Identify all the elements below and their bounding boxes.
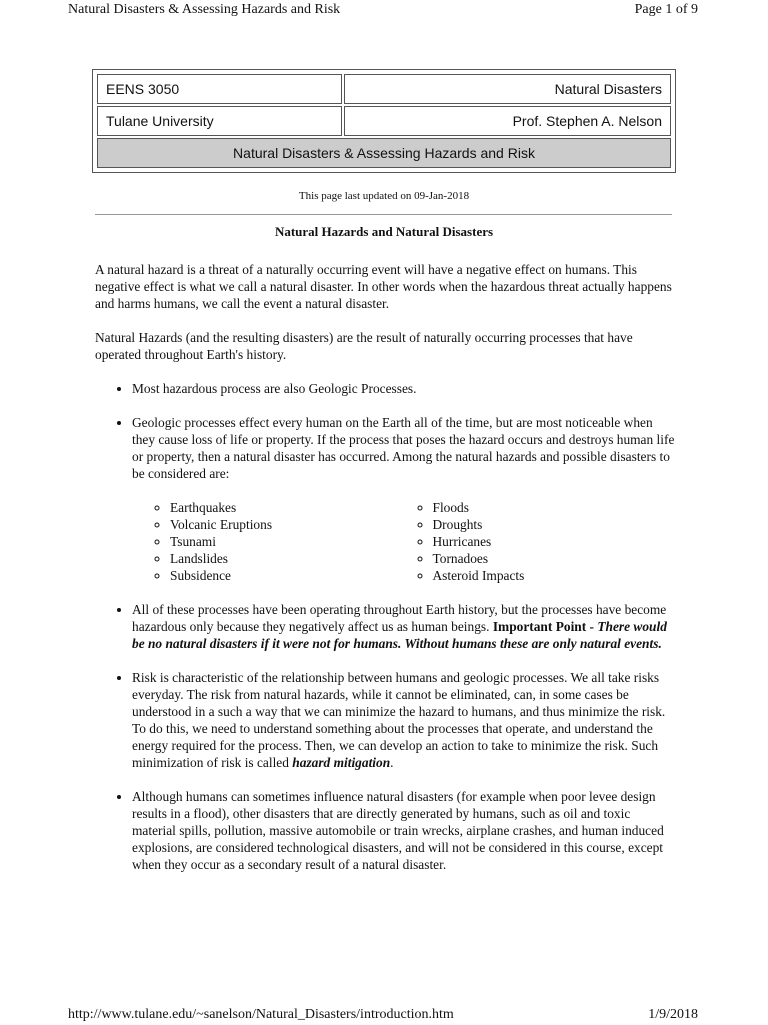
hazard-mitigation-term: hazard mitigation bbox=[292, 755, 391, 770]
hazard-item: ◦ Asteroid Impacts bbox=[433, 567, 676, 584]
list-item bbox=[132, 414, 675, 584]
hazards-columns bbox=[132, 499, 675, 584]
paragraph: A natural hazard is a threat of a naturally occurring event will have a negative effect on humans. This negative effect is what we call a natural disaster. In other words when the hazardous threat actually happens and harms humans, we call the event a natural disaster. bbox=[95, 262, 672, 311]
course-header-table bbox=[92, 69, 676, 173]
bullet-text: Geologic processes effect every human on the Earth all of the time, but are most noticeable when they cause loss of life or property. If the process that poses the hazard occurs and destroys human life or property, then a natural disaster has occurred. Among the natural hazards and possible disasters to be considered are: bbox=[132, 415, 675, 481]
list-item bbox=[132, 601, 675, 652]
page-topic: Natural Disasters & Assessing Hazards and Risk bbox=[97, 138, 671, 168]
university: Tulane University bbox=[97, 106, 342, 136]
professor: Prof. Stephen A. Nelson bbox=[344, 106, 671, 136]
bullet-text: All of these processes have been operating throughout Earth history, but the processes have become hazardous only because they negatively affect us as human beings. bbox=[132, 602, 667, 634]
important-point-label: Important Point - bbox=[492, 619, 598, 634]
list-item bbox=[132, 788, 675, 873]
divider bbox=[95, 214, 672, 215]
bullet-text-end: . bbox=[390, 755, 394, 770]
section-title: Natural Hazards and Natural Disasters bbox=[274, 224, 494, 239]
hazard-item: ◦ Tornadoes bbox=[433, 550, 676, 567]
hazards-list-right bbox=[413, 499, 676, 584]
important-point-emphasis: There would be no natural disasters if it were not for humans. Without humans these are only natural events. bbox=[132, 619, 667, 651]
page-number: Page 1 of 9 bbox=[634, 2, 698, 17]
course-name: Natural Disasters bbox=[344, 74, 671, 104]
hazard-item: ◦ Hurricanes bbox=[433, 533, 676, 550]
print-header-title: Natural Disasters & Assessing Hazards and Risk bbox=[68, 2, 341, 17]
hazard-item: ◦ Earthquakes bbox=[170, 499, 413, 516]
print-footer bbox=[68, 1005, 698, 1025]
bullet-list bbox=[95, 380, 675, 873]
hazard-item: ◦ Volcanic Eruptions bbox=[170, 516, 413, 533]
hazard-item: ◦ Floods bbox=[433, 499, 676, 516]
list-item bbox=[132, 669, 675, 771]
hazard-item: ◦ Droughts bbox=[433, 516, 676, 533]
last-updated: This page last updated on 09-Jan-2018 bbox=[298, 190, 470, 202]
bullet-text: Although humans can sometimes influence natural disasters (for example when poor levee design results in a flood), other disasters that are directly generated by humans, such as oil and toxic material spills, pollution, massive automobile or train wrecks, airplane crashes, and human induced explosions, are considered technological disasters, and will not be considered in this course, except when they occur as a secondary result of a natural disaster. bbox=[132, 789, 664, 872]
footer-date: 1/9/2018 bbox=[648, 1007, 698, 1022]
print-header bbox=[68, 0, 698, 20]
hazard-item: ◦ Landslides bbox=[170, 550, 413, 567]
hazard-item: ◦ Tsunami bbox=[170, 533, 413, 550]
article-body bbox=[95, 261, 675, 890]
footer-url: http://www.tulane.edu/~sanelson/Natural_Disasters/introduction.htm bbox=[68, 1007, 454, 1022]
hazards-list-left bbox=[132, 499, 413, 584]
bullet-text: Most hazardous process are also Geologic Processes. bbox=[132, 381, 417, 396]
course-code: EENS 3050 bbox=[97, 74, 342, 104]
hazard-item: ◦ Subsidence bbox=[170, 567, 413, 584]
list-item bbox=[132, 380, 675, 397]
paragraph: Natural Hazards (and the resulting disasters) are the result of naturally occurring processes that have operated throughout Earth's history. bbox=[95, 330, 633, 362]
bullet-text: Risk is characteristic of the relationship between humans and geologic processes. We all take risks everyday. The risk from natural hazards, while it cannot be eliminated, can, in some cases be understood in a such a way that we can minimize the hazard to humans, and thus minimize the risk. To do this, we need to understand something about the processes that operate, and understand the energy required for the process. Then, we can develop an action to take to minimize the risk. Such minimization of risk is called bbox=[132, 670, 666, 770]
